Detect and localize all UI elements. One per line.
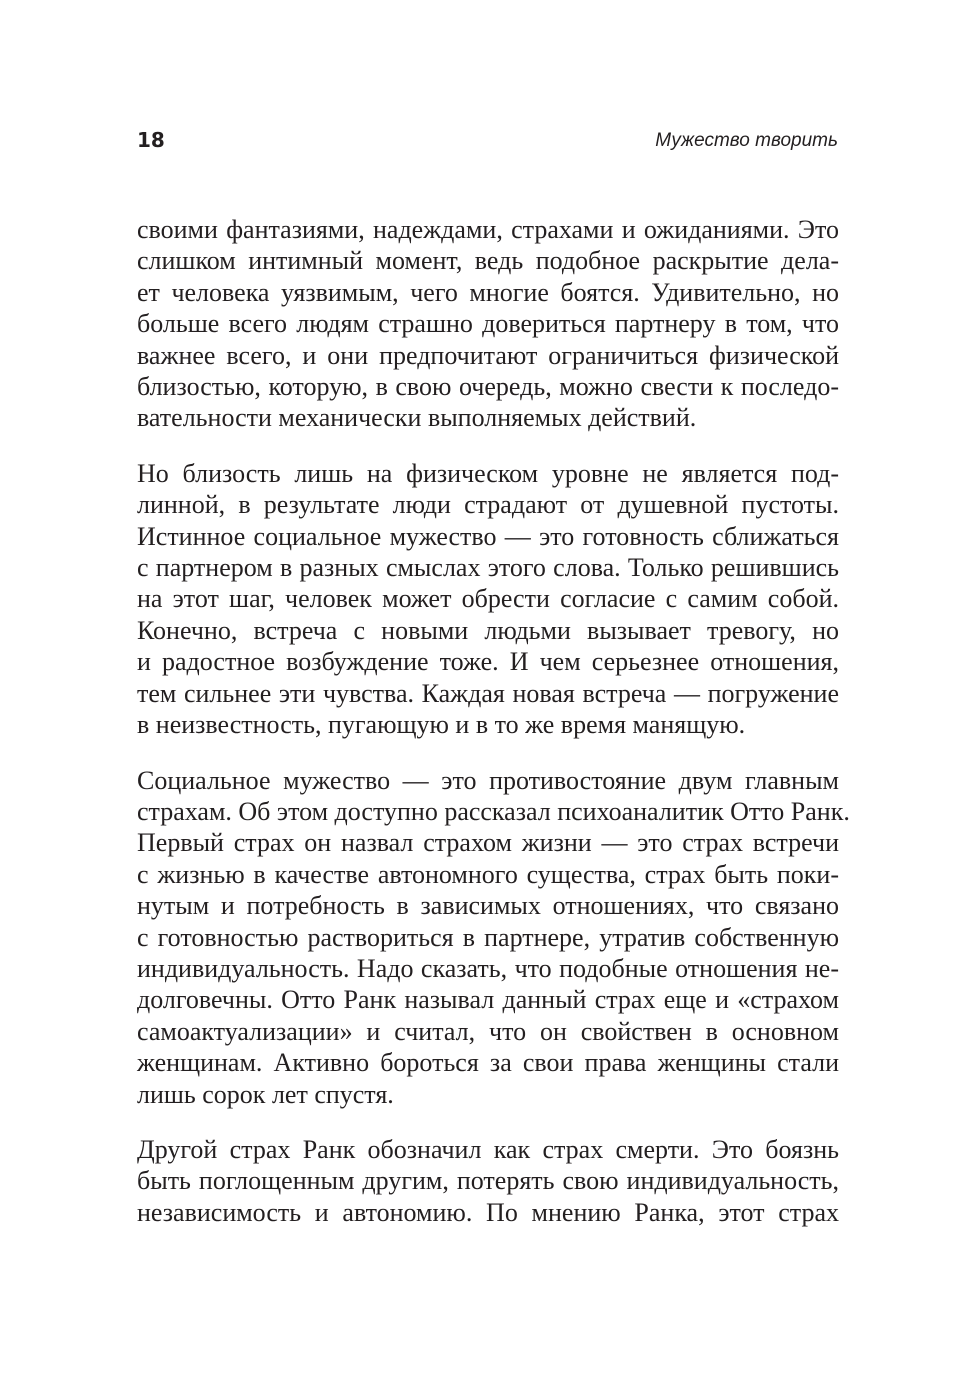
text-line: лишь сорок лет спустя. <box>137 1079 394 1109</box>
text-line: Другой страх Ранк обозначил как страх смерти. Это боязнь <box>137 1134 839 1164</box>
paragraph <box>137 214 839 434</box>
page-number: 18 <box>137 128 165 152</box>
text-line: и радостное возбуждение тоже. И чем серьезнее отношения, <box>137 647 839 677</box>
text-line: ет человека уязвимым, чего многие боятся. Удивительно, но <box>137 277 839 307</box>
text-line: своими фантазиями, надеждами, страхами и ожиданиями. Это <box>137 215 839 244</box>
paragraph <box>137 1134 839 1228</box>
text-line: больше всего людям страшно довериться партнеру в том, что <box>137 309 839 339</box>
text-line: с жизнью в качестве автономного существа, страх быть поки- <box>137 859 839 889</box>
text-line: с партнером в разных смыслах этого слова. Только решившись <box>137 553 839 583</box>
text-line: Но близость лишь на физическом уровне не является под- <box>137 458 839 488</box>
text-line: близостью, которую, в свою очередь, можно свести к последо- <box>137 372 839 402</box>
text-line: долговечны. Отто Ранк называл данный страх еще и «страхом <box>137 985 839 1015</box>
text-line: женщинам. Активно бороться за свои права женщины стали <box>137 1048 839 1078</box>
text-line: независимость и автономию. По мнению Ранка, этот страх <box>137 1197 839 1227</box>
text-line: самоактуализации» и считал, что он свойствен в основном <box>137 1016 839 1046</box>
body-text <box>137 214 850 1252</box>
text-line: важнее всего, и они предпочитают ограничиться физической <box>137 340 839 370</box>
text-line: линной, в результате люди страдают от душевной пустоты. <box>137 490 839 520</box>
text-line: индивидуальность. Надо сказать, что подобные отношения не- <box>137 953 839 983</box>
paragraph <box>137 765 850 1110</box>
text-line: вательности механически выполняемых действий. <box>137 403 697 433</box>
text-line: Конечно, встреча с новыми людьми вызывает тревогу, но <box>137 615 839 645</box>
text-line: на этот шаг, человек может обрести согласие с самим собой. <box>137 584 839 614</box>
text-line: нутым и потребность в зависимых отношениях, что связано <box>137 891 839 921</box>
text-line: слишком интимный момент, ведь подобное раскрытие дела- <box>137 246 839 276</box>
text-line: Социальное мужество — это противостояние двум главным <box>137 765 839 795</box>
text-line: тем сильнее эти чувства. Каждая новая встреча — погружение <box>137 678 839 708</box>
text-line: с готовностью раствориться в партнере, утратив собственную <box>137 922 839 952</box>
text-line: быть поглощенным другим, потерять свою индивидуальность, <box>137 1166 839 1196</box>
running-title: Мужество творить <box>655 130 838 151</box>
text-line: Истинное социальное мужество — это готовность сближаться <box>137 521 839 551</box>
paragraph <box>137 458 839 741</box>
text-line: в неизвестность, пугающую и в то же время манящую. <box>137 710 746 740</box>
text-line: страхам. Об этом доступно рассказал психоаналитик Отто Ранк. <box>137 796 850 826</box>
text-line: Первый страх он назвал страхом жизни — это страх встречи <box>137 828 839 858</box>
